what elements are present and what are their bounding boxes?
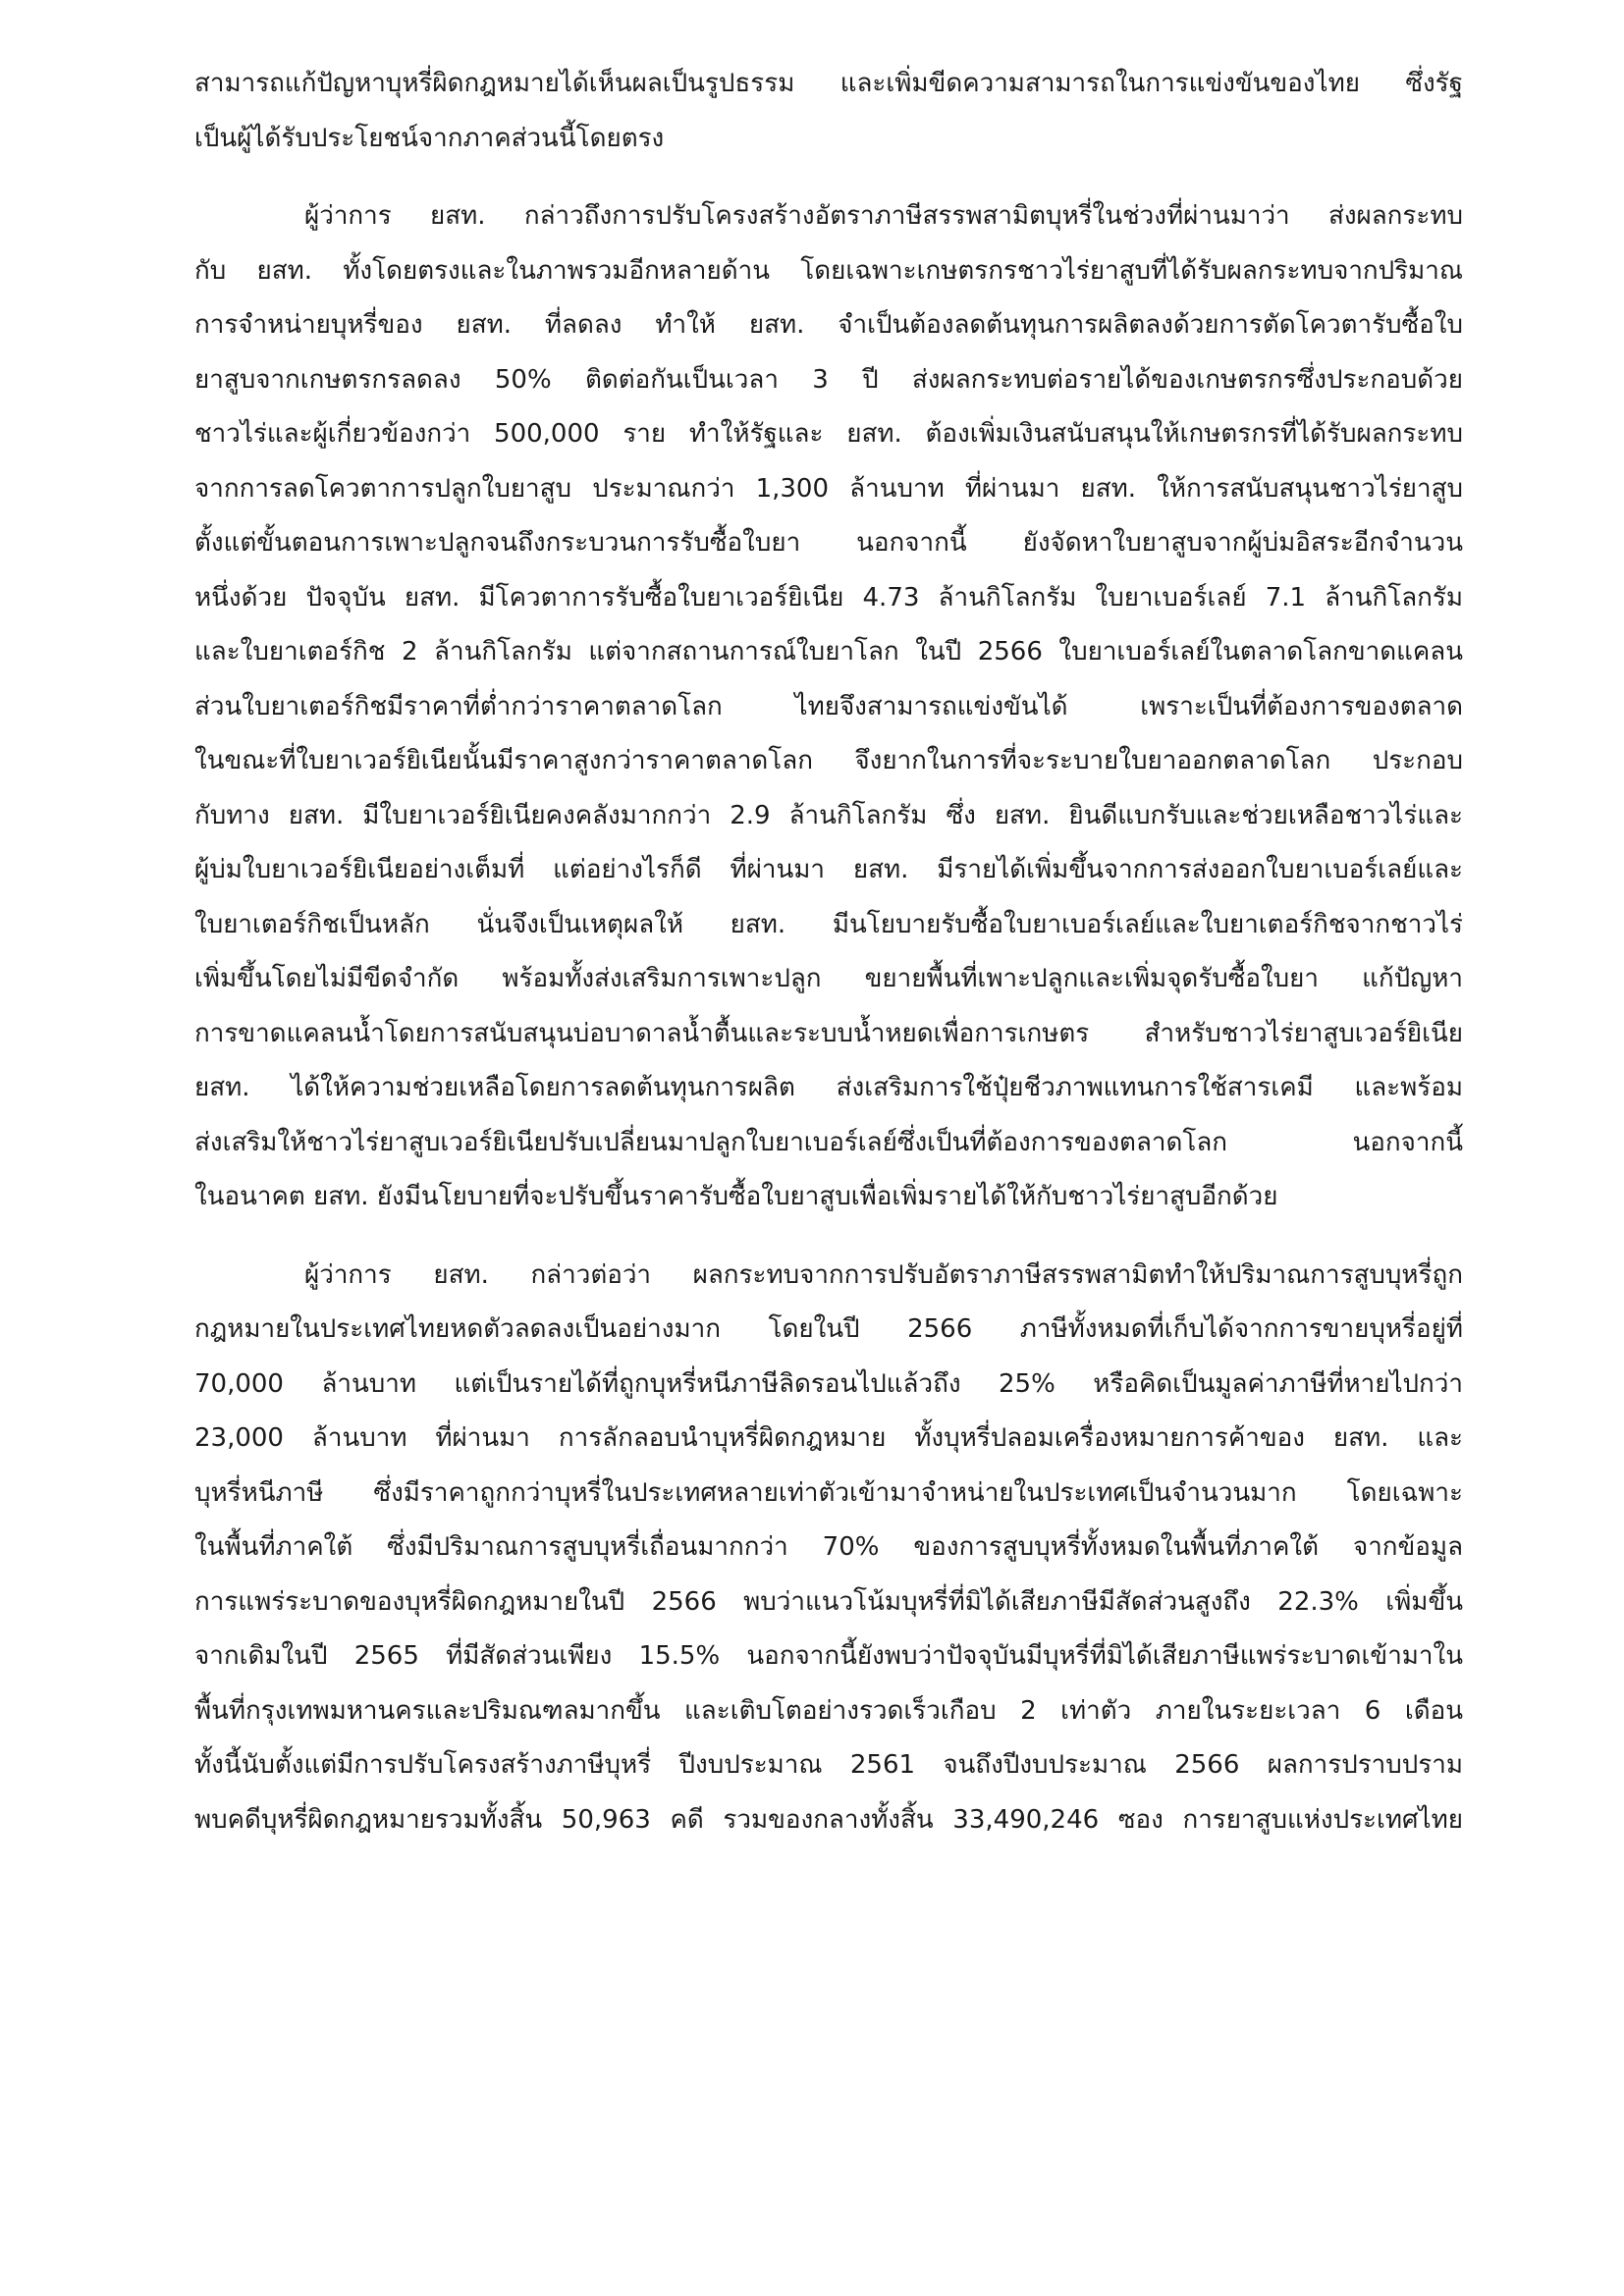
paragraph-line: กับ ยสท. ทั้งโดยตรงและในภาพรวมอีกหลายด้าน โดยเฉพาะเกษตรกรชาวไร่ยาสูบที่ได้รับผลกระทบจากปริมาณ xyxy=(194,255,1463,286)
paragraph-line: ตั้งแต่ขั้นตอนการเพาะปลูกจนถึงกระบวนการรับซื้อใบยา นอกจากนี้ ยังจัดหาใบยาสูบจากผู้บ่มอิสระอีกจำนวน xyxy=(194,528,1463,558)
document-body xyxy=(194,57,1463,1847)
paragraph xyxy=(194,189,1463,1225)
paragraph-line: ในอนาคต ยสท. ยังมีนโยบายที่จะปรับขึ้นราคารับซื้อใบยาสูบเพื่อเพิ่มรายได้ให้กับชาวไร่ยาสูบอีกด้วย xyxy=(194,1182,1278,1211)
paragraph-line: จากการลดโควตาการปลูกใบยาสูบ ประมาณกว่า 1,300 ล้านบาท ที่ผ่านมา ยสท. ให้การสนับสนุนชาวไร่ยาสูบ xyxy=(194,473,1463,504)
paragraph-line: พบคดีบุหรี่ผิดกฎหมายรวมทั้งสิ้น 50,963 คดี รวมของกลางทั้งสิ้น 33,490,246 ซอง การยาสูบแห่งประเทศไทย xyxy=(194,1804,1463,1835)
paragraph-line: ผู้บ่มใบยาเวอร์ยิเนียอย่างเต็มที่ แต่อย่างไรก็ดี ที่ผ่านมา ยสท. มีรายได้เพิ่มขึ้นจากการส่งออกใบยาเบอร์เลย์และ xyxy=(194,855,1463,884)
paragraph-line: การจำหน่ายบุหรี่ของ ยสท. ที่ลดลง ทำให้ ยสท. จำเป็นต้องลดต้นทุนการผลิตลงด้วยการตัดโควตารับซื้อใบ xyxy=(194,310,1463,340)
paragraph-line: เป็นผู้ได้รับประโยชน์จากภาคส่วนนี้โดยตรง xyxy=(194,123,665,153)
paragraph-line: ยาสูบจากเกษตรกรลดลง 50% ติดต่อกันเป็นเวลา 3 ปี ส่งผลกระทบต่อรายได้ของเกษตรกรซึ่งประกอบด้วย xyxy=(194,364,1463,395)
paragraph-line: บุหรี่หนีภาษี ซึ่งมีราคาถูกกว่าบุหรี่ในประเทศหลายเท่าตัวเข้ามาจำหน่ายในประเทศเป็นจำนวนมาก โดยเฉพาะ xyxy=(194,1477,1463,1508)
paragraph-line: กับทาง ยสท. มีใบยาเวอร์ยิเนียคงคลังมากกว่า 2.9 ล้านกิโลกรัม ซึ่ง ยสท. ยินดีแบกรับและช่วยเหลือชาวไร่และ xyxy=(194,800,1463,830)
paragraph xyxy=(194,57,1463,166)
paragraph-line: กฎหมายในประเทศไทยหดตัวลดลงเป็นอย่างมาก โดยในปี 2566 ภาษีทั้งหมดที่เก็บได้จากการขายบุหรี่อยู่ที่ xyxy=(194,1314,1463,1344)
paragraph-line: สามารถแก้ปัญหาบุหรี่ผิดกฎหมายได้เห็นผลเป็นรูปธรรม และเพิ่มขีดความสามารถในการแข่งขันของไทย ซึ่งรัฐ xyxy=(194,69,1463,98)
paragraph xyxy=(194,1249,1463,1848)
paragraph-line: ใบยาเตอร์กิชเป็นหลัก นั่นจึงเป็นเหตุผลให้ ยสท. มีนโยบายรับซื้อใบยาเบอร์เลย์และใบยาเตอร์กิชจากชาวไร่ xyxy=(194,909,1463,939)
paragraph-line: พื้นที่กรุงเทพมหานครและปริมณฑลมากขึ้น และเติบโตอย่างรวดเร็วเกือบ 2 เท่าตัว ภายในระยะเวลา 6 เดือน xyxy=(194,1695,1463,1726)
paragraph-line: 23,000 ล้านบาท ที่ผ่านมา การลักลอบนำบุหรี่ผิดกฎหมาย ทั้งบุหรี่ปลอมเครื่องหมายการค้าของ ยสท. และ xyxy=(194,1423,1463,1453)
paragraph-line: ในขณะที่ใบยาเวอร์ยิเนียนั้นมีราคาสูงกว่าราคาตลาดโลก จึงยากในการที่จะระบายใบยาออกตลาดโลก ประกอบ xyxy=(194,746,1463,775)
paragraph-line: ผู้ว่าการ ยสท. กล่าวถึงการปรับโครงสร้างอัตราภาษีสรรพสามิตบุหรี่ในช่วงที่ผ่านมาว่า ส่งผลกระทบ xyxy=(304,201,1463,231)
paragraph-line: จากเดิมในปี 2565 ที่มีสัดส่วนเพียง 15.5% นอกจากนี้ยังพบว่าปัจจุบันมีบุหรี่ที่มิได้เสียภาษีแพร่ระบาดเข้ามาใน xyxy=(194,1641,1463,1671)
paragraph-line: ผู้ว่าการ ยสท. กล่าวต่อว่า ผลกระทบจากการปรับอัตราภาษีสรรพสามิตทำให้ปริมาณการสูบบุหรี่ถูก xyxy=(304,1259,1463,1290)
paragraph-line: ทั้งนี้นับตั้งแต่มีการปรับโครงสร้างภาษีบุหรี่ ปีงบประมาณ 2561 จนถึงปีงบประมาณ 2566 ผลการปราบปราม xyxy=(194,1750,1463,1780)
paragraph-line: ในพื้นที่ภาคใต้ ซึ่งมีปริมาณการสูบบุหรี่เถื่อนมากกว่า 70% ของการสูบบุหรี่ทั้งหมดในพื้นที่ภาคใต้ จากข้อมูล xyxy=(194,1532,1463,1562)
paragraph-line: การแพร่ระบาดของบุหรี่ผิดกฎหมายในปี 2566 พบว่าแนวโน้มบุหรี่ที่มิได้เสียภาษีมีสัดส่วนสูงถึง 22.3% เพิ่มขึ้น xyxy=(194,1586,1463,1617)
paragraph-line: 70,000 ล้านบาท แต่เป็นรายได้ที่ถูกบุหรี่หนีภาษีลิดรอนไปแล้วถึง 25% หรือคิดเป็นมูลค่าภาษีที่หายไปกว่า xyxy=(194,1368,1463,1399)
paragraph-line: เพิ่มขึ้นโดยไม่มีขีดจำกัด พร้อมทั้งส่งเสริมการเพาะปลูก ขยายพื้นที่เพาะปลูกและเพิ่มจุดรับซื้อใบยา แก้ปัญหา xyxy=(194,964,1463,993)
paragraph-line: ส่งเสริมให้ชาวไร่ยาสูบเวอร์ยิเนียปรับเปลี่ยนมาปลูกใบยาเบอร์เลย์ซึ่งเป็นที่ต้องการของตลาดโลก นอกจากนี้ xyxy=(194,1127,1463,1157)
paragraph-line: และใบยาเตอร์กิช 2 ล้านกิโลกรัม แต่จากสถานการณ์ใบยาโลก ในปี 2566 ใบยาเบอร์เลย์ในตลาดโลกขาดแคลน xyxy=(194,637,1463,667)
paragraph-line: ยสท. ได้ให้ความช่วยเหลือโดยการลดต้นทุนการผลิต ส่งเสริมการใช้ปุ๋ยชีวภาพแทนการใช้สารเคมี และพร้อม xyxy=(194,1073,1463,1102)
paragraph-line: ส่วนใบยาเตอร์กิชมีราคาที่ต่ำกว่าราคาตลาดโลก ไทยจึงสามารถแข่งขันได้ เพราะเป็นที่ต้องการของตลาด xyxy=(194,691,1463,721)
paragraph-line: การขาดแคลนน้ำโดยการสนับสนุนบ่อบาดาลน้ำตื้นและระบบน้ำหยดเพื่อการเกษตร สำหรับชาวไร่ยาสูบเวอร์ยิเนีย xyxy=(194,1018,1463,1048)
paragraph-line: หนึ่งด้วย ปัจจุบัน ยสท. มีโควตาการรับซื้อใบยาเวอร์ยิเนีย 4.73 ล้านกิโลกรัม ใบยาเบอร์เลย์ 7.1 ล้านกิโลกรัม xyxy=(194,582,1463,613)
paragraph-line: ชาวไร่และผู้เกี่ยวข้องกว่า 500,000 ราย ทำให้รัฐและ ยสท. ต้องเพิ่มเงินสนับสนุนให้เกษตรกรที่ได้รับผลกระทบ xyxy=(194,419,1463,449)
